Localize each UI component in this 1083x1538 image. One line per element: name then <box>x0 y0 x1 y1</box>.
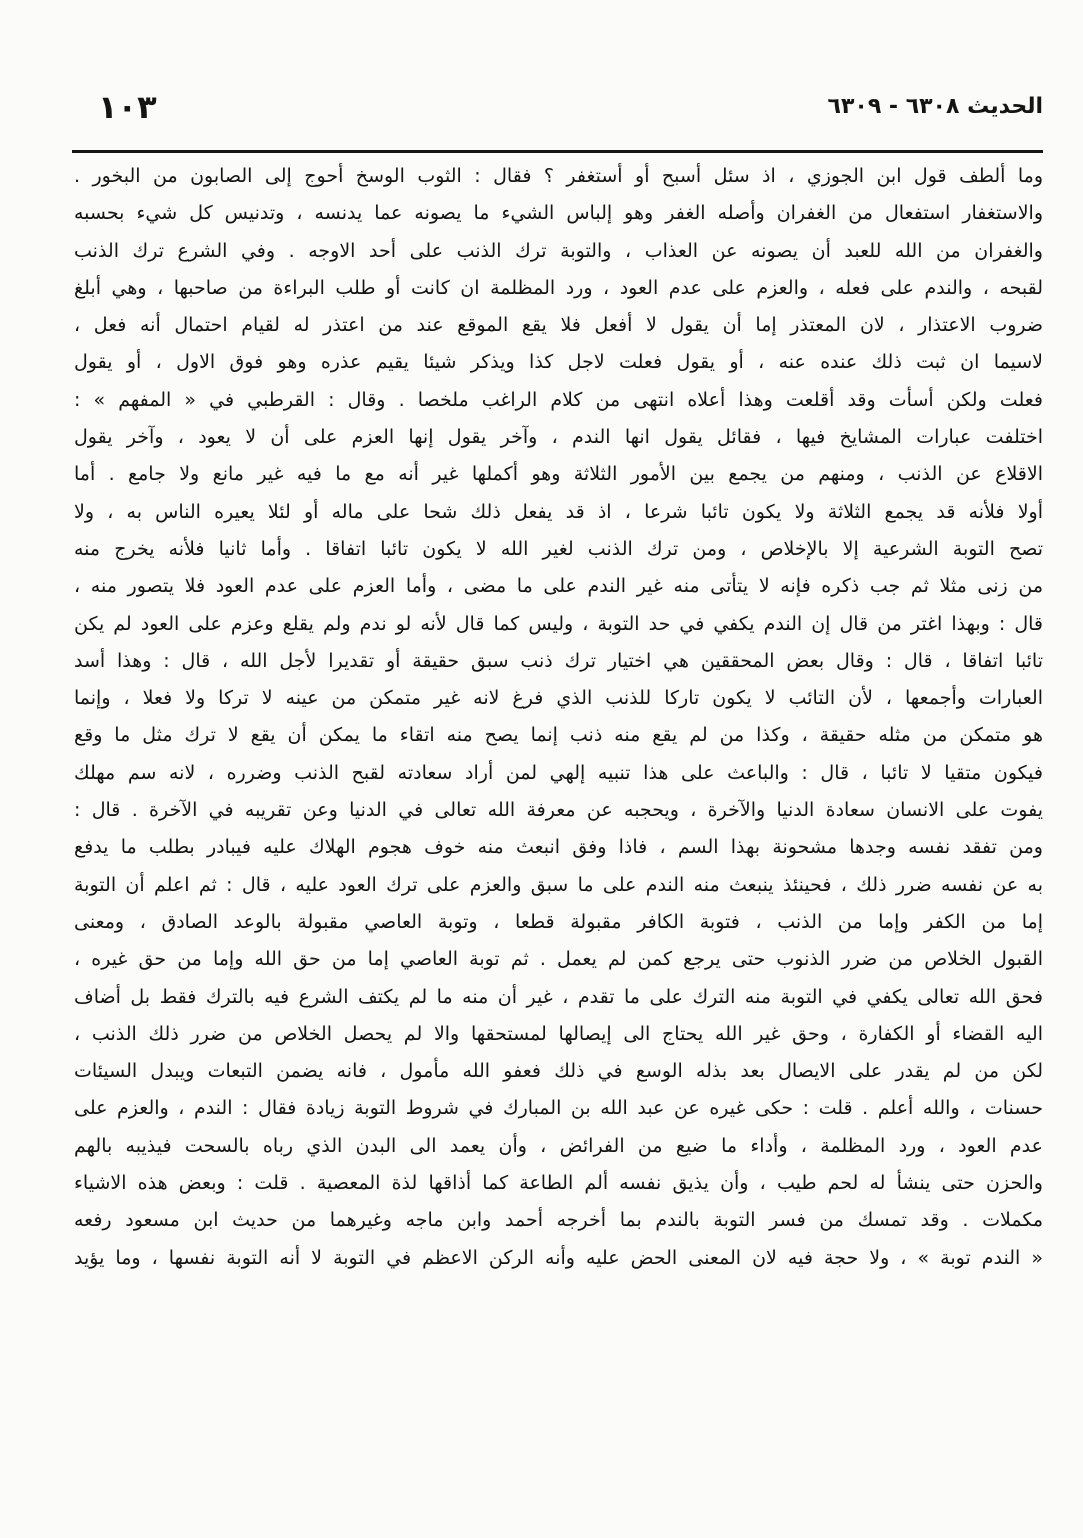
text-line: لكن من لم يقدر على الايصال بعد بذله الوسع في ذلك فعفو الله مأمول ، فانه يضمن التبعات ويبدل السيئات <box>74 1060 1043 1083</box>
text-line: الاقلاع عن الذنب ، ومنهم من يجمع بين الأمور الثلاثة وهو أكملها غير أنه مع ما فيه غير مانع ولا جامع . أما <box>74 463 1043 486</box>
text-line: يفوت على الانسان سعادة الدنيا والآخرة ، ويحجبه عن معرفة الله تعالى في الدنيا وعن تقريبه في الآخرة . قال : <box>74 799 1043 822</box>
text-line: فيكون متقيا لا تائبا ، قال : والباعث على هذا تنبيه إلهي لمن أراد سعادته لقبح الذنب وضرره ، لانه سم مهلك <box>74 761 1043 784</box>
text-line: عدم العود ، ورد المظلمة ، وأداء ما ضيع من الفرائض ، وأن يعمد الى البدن الذي رباه بالسحت فيذيبه بالهم <box>74 1134 1043 1157</box>
text-line: اليه القضاء أو الكفارة ، وحق غير الله يحتاج الى إيصالها لمستحقها والا لم يحصل الخلاص من ضرر ذلك الذنب ، <box>74 1022 1043 1045</box>
text-line: أولا فلأنه قد يجمع الثلاثة ولا يكون تائبا شرعا ، اذ قد يفعل ذلك شحا على ماله أو لئلا يعيره الناس به ، ولا <box>74 500 1043 523</box>
text-line: تصح التوبة الشرعية إلا بالإخلاص ، ومن ترك الذنب لغير الله لا يكون تائبا اتفاقا . وأما ثانيا فلأنه يخرج منه <box>74 537 1043 560</box>
text-line: حسنات ، والله أعلم . قلت : حكى غيره عن عبد الله بن المبارك في شروط التوبة زيادة فقال : الندم ، والعزم على <box>74 1097 1043 1120</box>
page-number: ١٠٣ <box>98 88 157 126</box>
text-line: إما من الكفر وإما من الذنب ، فتوبة الكافر مقبولة قطعا ، وتوبة العاصي مقبولة بالوعد الصادق ، ومعنى <box>74 910 1043 933</box>
text-line: مكملات . وقد تمسك من فسر التوبة بالندم بما أخرجه أحمد وابن ماجه وغيرهما من حديث ابن مسعود رفعه <box>74 1209 1043 1232</box>
text-line: ومن تفقد نفسه وجدها مشحونة بهذا السم ، فاذا وفق انبعث منه خوف هجوم الهلاك عليه فيبادر بطلب ما يدفع <box>74 836 1043 859</box>
text-line: « الندم توبة » ، ولا حجة فيه لان المعنى الحض عليه وأنه الركن الاعظم في التوبة لا أنه التوبة نفسها ، وما يؤيد <box>74 1246 1043 1269</box>
text-line: لقبحه ، والندم على فعله ، والعزم على عدم العود ، ورد المظلمة ان كانت أو طلب البراءة من صاحبها ، وهي أبلغ <box>74 276 1043 299</box>
page-header <box>72 88 1043 148</box>
text-line: والاستغفار استفعال من الغفران وأصله الغفر وهو إلباس الشيء ما يصونه عما يدنسه ، وتدنيس كل شيء بحسبه <box>74 202 1043 225</box>
text-line: والغفران من الله للعبد أن يصونه عن العذاب ، والتوبة ترك الذنب على أحد الاوجه . وفي الشرع ترك الذنب <box>74 239 1043 262</box>
text-line: اختلفت عبارات المشايخ فيها ، فقائل يقول انها الندم ، وآخر يقول إنها العزم على أن لا يعود ، وآخر يقول <box>74 426 1043 449</box>
text-line: فعلت ولكن أسأت وقد أقلعت وهذا أعلاه انتهى من كلام الراغب ملخصا . وقال : القرطبي في « المفهم » : <box>74 388 1043 411</box>
text-line: هو متمكن من مثله حقيقة ، وكذا من لم يقع منه ذنب إنما يصح منه اتقاء ما يمكن أن يقع لا ترك مثل ما وقع <box>74 724 1043 747</box>
text-line: فحق الله تعالى يكفي في التوبة منه الترك على ما تقدم ، غير أن منه ما لم يكتف الشرع فيه بالترك فقط بل أضاف <box>74 985 1043 1008</box>
text-line: ضروب الاعتذار ، لان المعتذر إما أن يقول لا أفعل فلا يقع الموقع عند من اعتذر له لقيام احتمال أنه فعل ، <box>74 314 1043 337</box>
text-line: تائبا اتفاقا ، قال : وقال بعض المحققين هي اختيار ترك ذنب سبق حقيقة أو تقديرا لأجل الله ، قال : وهذا أسد <box>74 649 1043 672</box>
text-line: العبارات وأجمعها ، لأن التائب لا يكون تاركا للذنب الذي فرغ لانه غير متمكن من عينه لا تركا ولا فعلا ، وإنما <box>74 687 1043 710</box>
text-line: به عن نفسه ضرر ذلك ، فحينئذ ينبعث منه الندم على ما سبق والعزم على ترك العود عليه ، قال : ثم اعلم أن التوبة <box>74 873 1043 896</box>
text-line: والحزن حتى ينشأ له لحم طيب ، وأن يذيق نفسه ألم الطاعة كما أذاقها لذة المعصية . قلت : وبعض هذه الاشياء <box>74 1172 1043 1195</box>
text-line: وما ألطف قول ابن الجوزي ، اذ سئل أسبح أو أستغفر ؟ فقال : الثوب الوسخ أحوج إلى الصابون من البخور . <box>74 165 1043 187</box>
running-title: الحديث ٦٣٠٨ - ٦٣٠٩ <box>827 94 1043 119</box>
text-line: من زنى مثلا ثم جب ذكره فإنه لا يتأتى منه غير الندم على ما مضى ، وأما العزم على عدم العود فلا يتصور منه ، <box>74 575 1043 598</box>
text-line: قال : وبهذا اغتر من قال إن الندم يكفي في حد التوبة ، وليس كما قال لأنه لو ندم ولم يقلع وعزم على العود لم يكن <box>74 612 1043 635</box>
text-line: القبول الخلاص من ضرر الذنوب حتى يرجع كمن لم يعمل . ثم توبة العاصي إما من حق الله وإما من حق غيره ، <box>74 948 1043 971</box>
body-text <box>74 158 1043 1277</box>
header-rule <box>72 150 1043 153</box>
text-line: لاسيما ان ثبت ذلك عنده عنه ، أو يقول فعلت لاجل كذا ويذكر شيئا يقيم عذره وهو فوق الاول ، أو يقول <box>74 351 1043 374</box>
